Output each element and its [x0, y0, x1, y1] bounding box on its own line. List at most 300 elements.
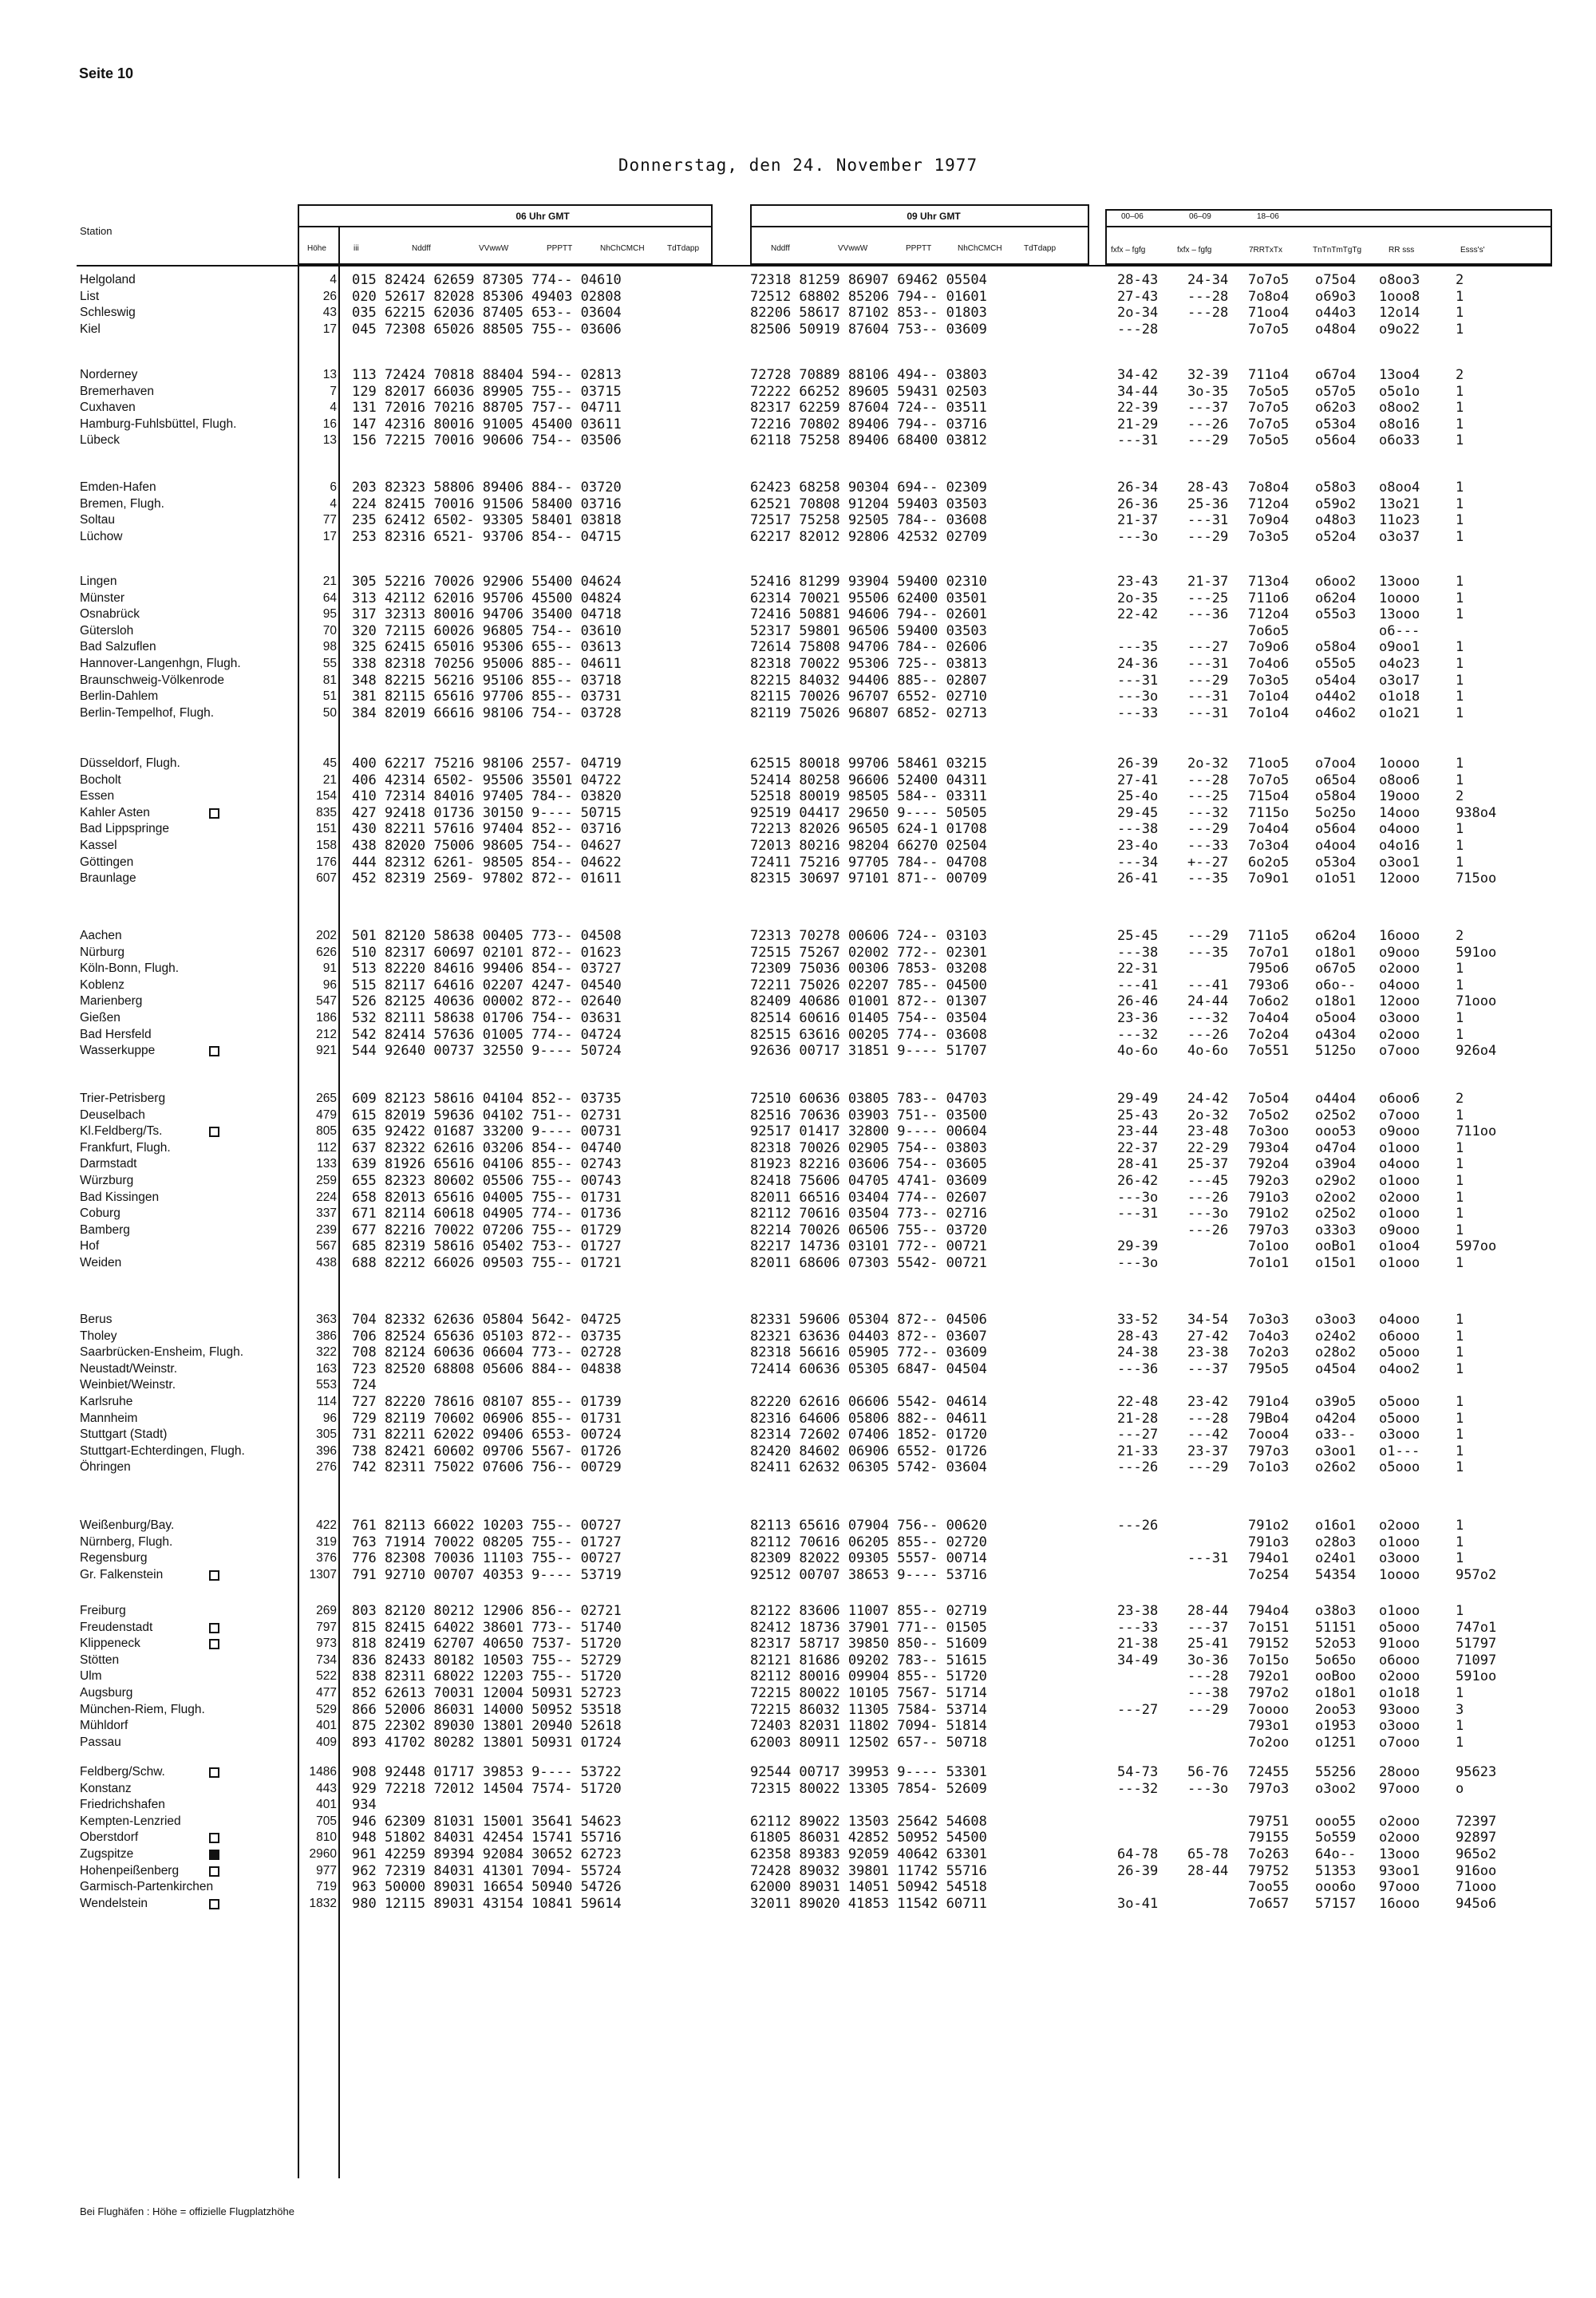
header-09-col: TdTdapp: [1024, 244, 1057, 253]
climate-value: ---29: [1187, 1701, 1229, 1718]
climate-value: ---38: [1117, 821, 1159, 838]
table-row: [0, 928, 1596, 945]
table-row: [0, 993, 1596, 1010]
header-06-gmt: 06 Uhr GMT: [516, 211, 570, 222]
climate-value: o55o5: [1315, 655, 1357, 672]
climate-value: ---29: [1187, 928, 1229, 944]
climate-value: o9ooo: [1379, 1222, 1420, 1238]
climate-value: 71ooo: [1456, 1879, 1497, 1896]
obs-06-gmt: 803 82120 80212 12906 856-- 02721: [352, 1603, 622, 1619]
climate-value: 4o-6o: [1187, 1043, 1229, 1060]
climate-value: 12ooo: [1379, 993, 1420, 1010]
climate-value: ---32: [1117, 1780, 1159, 1797]
obs-09-gmt: 32011 89020 41853 11542 60711: [750, 1895, 987, 1912]
climate-value: 7o7o1: [1248, 944, 1290, 961]
obs-09-gmt: 82113 65616 07904 756-- 00620: [750, 1518, 987, 1534]
obs-09-gmt: 62003 80911 12502 657-- 50718: [750, 1734, 987, 1751]
climate-value: ---31: [1187, 1550, 1229, 1567]
station-name: Stuttgart (Stadt): [80, 1427, 168, 1442]
obs-06-gmt: 946 62309 81031 15001 35641 54623: [352, 1813, 622, 1830]
mountain-station-square-icon: [209, 1767, 219, 1778]
climate-value: 1: [1456, 772, 1464, 788]
climate-value: o8oo3: [1379, 272, 1420, 288]
climate-value: 22-39: [1117, 400, 1159, 417]
obs-09-gmt: 72013 80216 98204 66270 02504: [750, 837, 987, 854]
climate-value: 7o4o6: [1248, 655, 1290, 672]
climate-value: 7o1o3: [1248, 1459, 1290, 1476]
station-height: 376: [316, 1551, 337, 1566]
station-name: Lüchow: [80, 529, 123, 543]
station-group: [0, 1603, 1596, 1751]
station-name: Schleswig: [80, 306, 136, 320]
obs-06-gmt: 430 82211 57616 97404 852-- 03716: [352, 821, 622, 838]
mountain-station-square-icon: [209, 1899, 219, 1909]
station-name: Bocholt: [80, 772, 121, 787]
climate-value: ---37: [1187, 400, 1229, 417]
station-height: 133: [316, 1157, 337, 1171]
obs-09-gmt: 61805 86031 42852 50952 54500: [750, 1830, 987, 1846]
table-row: [0, 1361, 1596, 1378]
climate-value: 71oo5: [1248, 756, 1290, 772]
climate-value: 34-54: [1187, 1312, 1229, 1328]
obs-09-gmt: 72403 82031 11802 7094- 51814: [750, 1718, 987, 1735]
obs-09-gmt: 62423 68258 90304 694-- 02309: [750, 480, 987, 496]
climate-value: ---31: [1187, 512, 1229, 529]
station-group: [0, 1764, 1596, 1912]
station-name: Mühldorf: [80, 1719, 128, 1733]
climate-value: o9oo1: [1379, 639, 1420, 656]
climate-value: 25-43: [1117, 1107, 1159, 1123]
obs-06-gmt: 962 72319 84031 41301 7094- 55724: [352, 1862, 622, 1879]
climate-value: 3: [1456, 1701, 1464, 1718]
climate-value: 1: [1456, 1254, 1464, 1271]
obs-06-gmt: 742 82311 75022 07606 756-- 00729: [352, 1459, 622, 1476]
station-name: Weinbiet/Weinstr.: [80, 1378, 176, 1392]
header-line-climate: [1105, 226, 1552, 227]
station-height: 77: [322, 513, 337, 527]
station-name: Öhringen: [80, 1460, 131, 1475]
climate-value: 64-78: [1117, 1846, 1159, 1862]
obs-06-gmt: 427 92418 01736 30150 9---- 50715: [352, 804, 622, 821]
climate-value: o42o4: [1315, 1410, 1357, 1427]
station-name: Bad Lippspringe: [80, 822, 170, 836]
climate-value: o48o3: [1315, 512, 1357, 529]
climate-value: 24-36: [1117, 655, 1159, 672]
climate-value: 7o657: [1248, 1895, 1290, 1912]
table-row: [0, 1443, 1596, 1460]
climate-value: o9o22: [1379, 321, 1420, 338]
station-name: Berlin-Dahlem: [80, 689, 159, 704]
climate-value: o75o4: [1315, 272, 1357, 288]
station-group: [0, 1518, 1596, 1583]
header-06-col: Nddff: [412, 244, 431, 253]
station-name: Emden-Hafen: [80, 480, 156, 494]
obs-09-gmt: 52414 80258 96606 52400 04311: [750, 772, 987, 788]
station-name: Berlin-Tempelhof, Flugh.: [80, 705, 214, 720]
climate-value: ---29: [1187, 432, 1229, 449]
climate-value: 5o65o: [1315, 1652, 1357, 1668]
climate-value: 24-34: [1187, 272, 1229, 288]
obs-09-gmt: 92517 01417 32800 9---- 00604: [750, 1123, 987, 1140]
climate-value: 715oo: [1456, 871, 1497, 887]
climate-value: ---34: [1117, 854, 1159, 871]
climate-value: 7o3oo: [1248, 1123, 1290, 1140]
climate-value: 1: [1456, 1360, 1464, 1377]
climate-value: 926o4: [1456, 1043, 1497, 1060]
table-row: [0, 1027, 1596, 1044]
climate-value: 23-4o: [1117, 837, 1159, 854]
climate-value: 26-34: [1117, 480, 1159, 496]
header-hoehe: Höhe: [307, 244, 326, 253]
climate-value: 597oo: [1456, 1238, 1497, 1255]
climate-value: o67o5: [1315, 961, 1357, 977]
table-row: [0, 1312, 1596, 1329]
table-row: [0, 871, 1596, 887]
climate-value: o62o4: [1315, 590, 1357, 606]
climate-value: 7o1o1: [1248, 1254, 1290, 1271]
climate-value: 1: [1456, 1009, 1464, 1026]
climate-value: o1ooo: [1379, 1206, 1420, 1222]
mountain-station-square-icon: [209, 808, 219, 819]
climate-value: 7o5o5: [1248, 383, 1290, 400]
climate-value: 28-44: [1187, 1862, 1229, 1879]
station-name: Klippeneck: [80, 1637, 140, 1651]
climate-value: 1: [1456, 1206, 1464, 1222]
station-height: 26: [322, 289, 337, 303]
climate-value: o6ooo: [1379, 1652, 1420, 1668]
climate-value: ---27: [1117, 1701, 1159, 1718]
climate-value: 591oo: [1456, 944, 1497, 961]
climate-value: o25o2: [1315, 1107, 1357, 1123]
climate-value: o45o4: [1315, 1360, 1357, 1377]
obs-09-gmt: 62314 70021 95506 62400 03501: [750, 590, 987, 606]
climate-value: 7oo55: [1248, 1879, 1290, 1896]
climate-value: 7o6o5: [1248, 622, 1290, 639]
obs-09-gmt: 72211 75026 02207 785-- 04500: [750, 977, 987, 993]
climate-value: 7o5o5: [1248, 432, 1290, 449]
climate-value: o38o3: [1315, 1603, 1357, 1619]
table-row: [0, 673, 1596, 689]
climate-value: 79752: [1248, 1862, 1290, 1879]
climate-value: 2oo53: [1315, 1701, 1357, 1718]
obs-09-gmt: 92544 00717 39953 9---- 53301: [750, 1764, 987, 1780]
obs-09-gmt: 82514 60616 01405 754-- 03504: [750, 1009, 987, 1026]
obs-06-gmt: 526 82125 40636 00002 872-- 02640: [352, 993, 622, 1010]
climate-value: 7o3o5: [1248, 672, 1290, 689]
table-row: [0, 1896, 1596, 1913]
header-06-col: PPPTT: [547, 244, 573, 253]
climate-value: 7ooo4: [1248, 1427, 1290, 1443]
station-height: 16: [322, 417, 337, 431]
climate-value: 7o6o2: [1248, 993, 1290, 1010]
station-name: Lübeck: [80, 433, 120, 448]
obs-06-gmt: 866 52006 86031 14000 50952 53518: [352, 1701, 622, 1718]
station-height: 112: [317, 1140, 337, 1155]
obs-06-gmt: 727 82220 78616 08107 855-- 01739: [352, 1393, 622, 1410]
station-name: List: [80, 289, 100, 303]
station-height: 70: [322, 623, 337, 638]
station-height: 6: [330, 480, 337, 494]
table-row: [0, 400, 1596, 417]
header-station: Station: [80, 225, 113, 237]
obs-06-gmt: 980 12115 89031 43154 10841 59614: [352, 1895, 622, 1912]
climate-value: 797o2: [1248, 1684, 1290, 1701]
climate-value: ---37: [1187, 1360, 1229, 1377]
climate-value: 21-28: [1117, 1410, 1159, 1427]
table-row: [0, 838, 1596, 855]
climate-value: 2: [1456, 367, 1464, 383]
climate-value: ---32: [1187, 804, 1229, 821]
climate-value: 7o2o4: [1248, 1026, 1290, 1043]
climate-value: 7o5o2: [1248, 1107, 1290, 1123]
climate-value: 28-43: [1117, 1328, 1159, 1344]
climate-value: 713o4: [1248, 574, 1290, 590]
climate-value: 22-37: [1117, 1139, 1159, 1156]
climate-value: 712o4: [1248, 496, 1290, 512]
station-name: Freiburg: [80, 1604, 126, 1617]
climate-value: 27-41: [1117, 772, 1159, 788]
climate-value: 93oo1: [1379, 1862, 1420, 1879]
climate-value: o62o4: [1315, 928, 1357, 944]
station-name: Kahler Asten: [80, 805, 150, 819]
climate-value: o33o3: [1315, 1222, 1357, 1238]
climate-value: 793o6: [1248, 977, 1290, 993]
station-height: 50: [322, 705, 337, 720]
climate-value: ooBoo: [1315, 1668, 1357, 1685]
station-height: 810: [316, 1830, 337, 1845]
climate-value: o1o18: [1379, 689, 1420, 705]
climate-value: 7o9o4: [1248, 512, 1290, 529]
header-climate-period: 18–06: [1257, 212, 1279, 221]
climate-value: 21-38: [1117, 1636, 1159, 1652]
station-height: 1832: [309, 1896, 337, 1910]
climate-value: 92897: [1456, 1830, 1497, 1846]
climate-value: o1ooo: [1379, 1172, 1420, 1189]
obs-06-gmt: 501 82120 58638 00405 773-- 04508: [352, 928, 622, 944]
climate-value: 1: [1456, 400, 1464, 417]
climate-value: o65o4: [1315, 772, 1357, 788]
climate-value: o58o3: [1315, 480, 1357, 496]
climate-value: 1: [1456, 383, 1464, 400]
station-name: Gr. Falkenstein: [80, 1567, 164, 1581]
table-row: [0, 1846, 1596, 1863]
climate-value: ---45: [1187, 1172, 1229, 1189]
table-row: [0, 1781, 1596, 1798]
obs-09-gmt: 72215 80022 10105 7567- 51714: [750, 1684, 987, 1701]
station-name: Wasserkuppe: [80, 1044, 156, 1058]
climate-value: o3ooo: [1379, 1427, 1420, 1443]
climate-value: o53o4: [1315, 416, 1357, 432]
station-name: Mannheim: [80, 1411, 138, 1425]
station-name: Nürburg: [80, 945, 124, 959]
station-name: Braunlage: [80, 871, 136, 886]
climate-value: 22-48: [1117, 1393, 1159, 1410]
climate-value: o62o3: [1315, 400, 1357, 417]
climate-value: o39o4: [1315, 1156, 1357, 1173]
climate-value: 1: [1456, 1534, 1464, 1550]
station-name: Zugspitze: [80, 1846, 134, 1861]
climate-value: 24-38: [1117, 1344, 1159, 1361]
climate-value: 33-52: [1117, 1312, 1159, 1328]
climate-value: 1: [1456, 854, 1464, 871]
climate-value: ---26: [1117, 1459, 1159, 1476]
station-name: Cuxhaven: [80, 401, 136, 415]
table-row: [0, 574, 1596, 590]
climate-value: o3o37: [1379, 528, 1420, 545]
obs-09-gmt: 82314 72602 07406 1852- 01720: [750, 1427, 987, 1443]
footnote: Bei Flughäfen : Höhe = offizielle Flugplatzhöhe: [80, 2205, 294, 2217]
climate-value: ooo55: [1315, 1813, 1357, 1830]
station-name: Gütersloh: [80, 623, 134, 638]
climate-value: o2ooo: [1379, 1518, 1420, 1534]
obs-09-gmt: 72517 75258 92505 784-- 03608: [750, 512, 987, 529]
obs-06-gmt: 685 82319 58616 05402 753-- 01727: [352, 1238, 622, 1255]
climate-value: 23-48: [1187, 1123, 1229, 1140]
obs-06-gmt: 203 82323 58806 89406 884-- 03720: [352, 480, 622, 496]
climate-value: o4ooo: [1379, 1312, 1420, 1328]
station-height: 921: [316, 1044, 337, 1058]
climate-value: o1ooo: [1379, 1603, 1420, 1619]
station-height: 17: [322, 529, 337, 543]
climate-value: 7o8o4: [1248, 480, 1290, 496]
climate-value: 1oooo: [1379, 590, 1420, 606]
station-name: Saarbrücken-Ensheim, Flugh.: [80, 1345, 244, 1360]
obs-09-gmt: 82122 83606 11007 855-- 02719: [750, 1603, 987, 1619]
climate-value: 71ooo: [1456, 993, 1497, 1010]
climate-value: o18o1: [1315, 1684, 1357, 1701]
obs-06-gmt: 929 72218 72012 14504 7574- 51720: [352, 1780, 622, 1797]
climate-value: 7o3o4: [1248, 837, 1290, 854]
header-box-climate: [1105, 209, 1552, 265]
station-height: 114: [317, 1394, 337, 1408]
obs-09-gmt: 82217 14736 03101 772-- 00721: [750, 1238, 987, 1255]
climate-value: 55256: [1315, 1764, 1357, 1780]
obs-09-gmt: 72512 68802 85206 794-- 01601: [750, 288, 987, 305]
climate-value: 1: [1456, 1189, 1464, 1206]
climate-value: o6o--: [1315, 977, 1357, 993]
climate-value: 34-42: [1117, 367, 1159, 383]
station-height: 386: [316, 1329, 337, 1343]
climate-value: 22-31: [1117, 961, 1159, 977]
obs-06-gmt: 761 82113 66022 10203 755-- 00727: [352, 1518, 622, 1534]
station-name: Hannover-Langenhgn, Flugh.: [80, 656, 241, 670]
station-height: 977: [316, 1863, 337, 1877]
climate-value: ---28: [1187, 1410, 1229, 1427]
station-height: 607: [316, 871, 337, 886]
climate-value: 795o6: [1248, 961, 1290, 977]
climate-value: o9ooo: [1379, 1123, 1420, 1140]
station-height: 553: [316, 1378, 337, 1392]
station-height: 396: [316, 1443, 337, 1458]
climate-value: 794o1: [1248, 1550, 1290, 1567]
obs-09-gmt: 82206 58617 87102 853-- 01803: [750, 305, 987, 322]
climate-value: ---31: [1117, 672, 1159, 689]
table-row: [0, 855, 1596, 871]
climate-value: 1: [1456, 837, 1464, 854]
table-row: [0, 1377, 1596, 1394]
station-height: 21: [322, 772, 337, 787]
table-row: [0, 480, 1596, 496]
obs-06-gmt: 400 62217 75216 98106 2557- 04719: [352, 756, 622, 772]
climate-value: o44o4: [1315, 1091, 1357, 1107]
climate-value: 7o7o5: [1248, 772, 1290, 788]
obs-06-gmt: 688 82212 66026 09503 755-- 01721: [352, 1254, 622, 1271]
station-height: 176: [316, 855, 337, 869]
climate-value: ---25: [1187, 788, 1229, 805]
station-name: Stuttgart-Echterdingen, Flugh.: [80, 1443, 245, 1458]
climate-value: ---36: [1117, 1360, 1159, 1377]
climate-value: 1: [1456, 1410, 1464, 1427]
climate-value: 23-38: [1187, 1344, 1229, 1361]
climate-value: 64o--: [1315, 1846, 1357, 1862]
climate-value: o57o5: [1315, 383, 1357, 400]
station-height: 2960: [309, 1846, 337, 1861]
obs-09-gmt: 72411 75216 97705 784-- 04708: [750, 854, 987, 871]
climate-value: 11o23: [1379, 512, 1420, 529]
climate-value: 7o4o4: [1248, 1009, 1290, 1026]
climate-value: o3ooo: [1379, 1550, 1420, 1567]
climate-value: 1: [1456, 1222, 1464, 1238]
climate-value: 957o2: [1456, 1566, 1497, 1583]
climate-value: o56o4: [1315, 432, 1357, 449]
station-height: 259: [316, 1173, 337, 1187]
climate-value: ---29: [1187, 821, 1229, 838]
climate-value: 3o-36: [1187, 1652, 1229, 1668]
station-group: [0, 756, 1596, 887]
table-row: [0, 322, 1596, 338]
obs-06-gmt: 510 82317 60697 02101 872-- 01623: [352, 944, 622, 961]
climate-value: 95623: [1456, 1764, 1497, 1780]
climate-value: o2ooo: [1379, 1813, 1420, 1830]
climate-value: 6o2o5: [1248, 854, 1290, 871]
climate-value: ---26: [1187, 1189, 1229, 1206]
table-row: [0, 305, 1596, 322]
climate-value: 79152: [1248, 1636, 1290, 1652]
climate-value: 1: [1456, 821, 1464, 838]
climate-value: o25o2: [1315, 1206, 1357, 1222]
climate-value: o3oo2: [1315, 1780, 1357, 1797]
table-row: [0, 1427, 1596, 1443]
climate-value: 23-36: [1117, 1009, 1159, 1026]
obs-09-gmt: 92519 04417 29650 9---- 50505: [750, 804, 987, 821]
obs-06-gmt: 836 82433 80182 10503 755-- 52729: [352, 1652, 622, 1668]
table-row: [0, 1830, 1596, 1846]
climate-value: o53o4: [1315, 854, 1357, 871]
station-height: 43: [322, 306, 337, 320]
obs-06-gmt: 348 82215 56216 95106 855-- 03718: [352, 672, 622, 689]
climate-value: 792o1: [1248, 1668, 1290, 1685]
climate-value: ---38: [1187, 1684, 1229, 1701]
climate-value: 5o559: [1315, 1830, 1357, 1846]
table-row: [0, 705, 1596, 722]
table-row: [0, 1344, 1596, 1361]
obs-06-gmt: 615 82019 59636 04102 751-- 02731: [352, 1107, 622, 1123]
climate-value: 1: [1456, 961, 1464, 977]
obs-09-gmt: 82119 75026 96807 6852- 02713: [750, 705, 987, 721]
obs-09-gmt: 52317 59801 96506 59400 03503: [750, 622, 987, 639]
climate-value: 1: [1456, 1427, 1464, 1443]
obs-06-gmt: 658 82013 65616 04005 755-- 01731: [352, 1189, 622, 1206]
climate-value: o2ooo: [1379, 961, 1420, 977]
climate-value: 21-33: [1117, 1443, 1159, 1459]
climate-value: 54354: [1315, 1566, 1357, 1583]
climate-value: 1: [1456, 288, 1464, 305]
climate-value: 25-41: [1187, 1636, 1229, 1652]
climate-value: 7o7o5: [1248, 321, 1290, 338]
climate-value: ---35: [1187, 871, 1229, 887]
station-height: 81: [322, 673, 337, 687]
header-climate-period: 00–06: [1121, 212, 1144, 221]
